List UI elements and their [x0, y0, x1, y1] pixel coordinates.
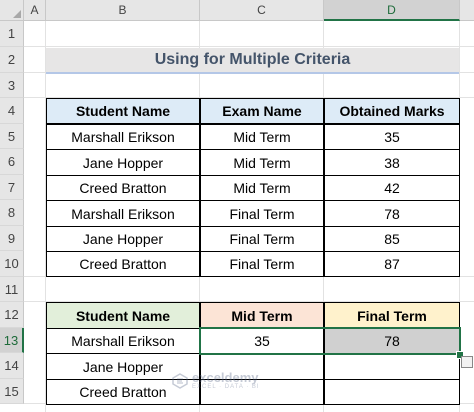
- table2-cell-selected[interactable]: 78: [324, 328, 460, 354]
- table1-cell[interactable]: Mid Term: [200, 149, 324, 176]
- exceldemy-logo-icon: [172, 373, 188, 389]
- row-header-2[interactable]: 2: [0, 47, 24, 73]
- column-header-b[interactable]: B: [46, 0, 200, 21]
- table2-header-mid-term[interactable]: Mid Term: [200, 302, 324, 329]
- row-header-9[interactable]: 9: [0, 226, 24, 251]
- table1-header-student-name[interactable]: Student Name: [46, 98, 200, 124]
- table1-cell[interactable]: Jane Hopper: [46, 226, 200, 252]
- table1-cell[interactable]: Creed Bratton: [46, 175, 200, 201]
- row-header-13[interactable]: 13: [0, 328, 24, 353]
- table1-cell[interactable]: 38: [324, 149, 460, 176]
- table1-cell[interactable]: Marshall Erikson: [46, 124, 200, 150]
- sheet-title[interactable]: Using for Multiple Criteria: [46, 48, 459, 74]
- table1-cell[interactable]: 78: [324, 200, 460, 227]
- row-header-10[interactable]: 10: [0, 251, 24, 277]
- table1-cell[interactable]: Creed Bratton: [46, 251, 200, 277]
- table1-cell[interactable]: Marshall Erikson: [46, 200, 200, 227]
- column-header-c[interactable]: C: [200, 0, 324, 21]
- table2-cell[interactable]: Jane Hopper: [46, 353, 200, 380]
- table2-cell[interactable]: [324, 353, 460, 380]
- row-header-5[interactable]: 5: [0, 124, 24, 149]
- watermark-tagline: EXCEL · DATA · BI: [192, 384, 260, 390]
- table2-cell[interactable]: 35: [200, 328, 324, 354]
- column-header-a[interactable]: A: [24, 0, 46, 21]
- table1-cell[interactable]: Final Term: [200, 226, 324, 252]
- row-header-14[interactable]: 14: [0, 353, 24, 379]
- column-header-d[interactable]: D: [324, 0, 460, 21]
- table2-cell[interactable]: Creed Bratton: [46, 379, 200, 405]
- table2-header-final-term[interactable]: Final Term: [324, 302, 460, 329]
- gridline: [24, 46, 474, 47]
- table1-cell[interactable]: Final Term: [200, 251, 324, 277]
- table1-cell[interactable]: 85: [324, 226, 460, 252]
- table1-cell[interactable]: Mid Term: [200, 124, 324, 150]
- row-header-1[interactable]: 1: [0, 21, 24, 47]
- table1-header-obtained-marks[interactable]: Obtained Marks: [324, 98, 460, 124]
- quick-analysis-icon[interactable]: [461, 356, 473, 368]
- column-header-e[interactable]: [460, 0, 474, 21]
- row-header-7[interactable]: 7: [0, 175, 24, 200]
- table1-cell[interactable]: 87: [324, 251, 460, 277]
- row-header-8[interactable]: 8: [0, 200, 24, 226]
- select-all-corner[interactable]: [0, 0, 24, 21]
- row-header-12[interactable]: 12: [0, 302, 24, 328]
- row-header-6[interactable]: 6: [0, 149, 24, 175]
- table1-cell[interactable]: Jane Hopper: [46, 149, 200, 176]
- table1-header-exam-name[interactable]: Exam Name: [200, 98, 324, 124]
- row-header-3[interactable]: 3: [0, 73, 24, 98]
- watermark: [172, 372, 260, 390]
- row-header-4[interactable]: 4: [0, 98, 24, 124]
- row-header-15[interactable]: 15: [0, 379, 24, 404]
- table1-cell[interactable]: 42: [324, 175, 460, 201]
- watermark-name: exceldemy: [192, 370, 259, 385]
- table1-cell[interactable]: Final Term: [200, 200, 324, 227]
- table2-cell[interactable]: [324, 379, 460, 405]
- table1-cell[interactable]: 35: [324, 124, 460, 150]
- row-header-11[interactable]: 11: [0, 277, 24, 302]
- table2-header-student-name[interactable]: Student Name: [46, 302, 200, 329]
- table1-cell[interactable]: Mid Term: [200, 175, 324, 201]
- table2-cell[interactable]: Marshall Erikson: [46, 328, 200, 354]
